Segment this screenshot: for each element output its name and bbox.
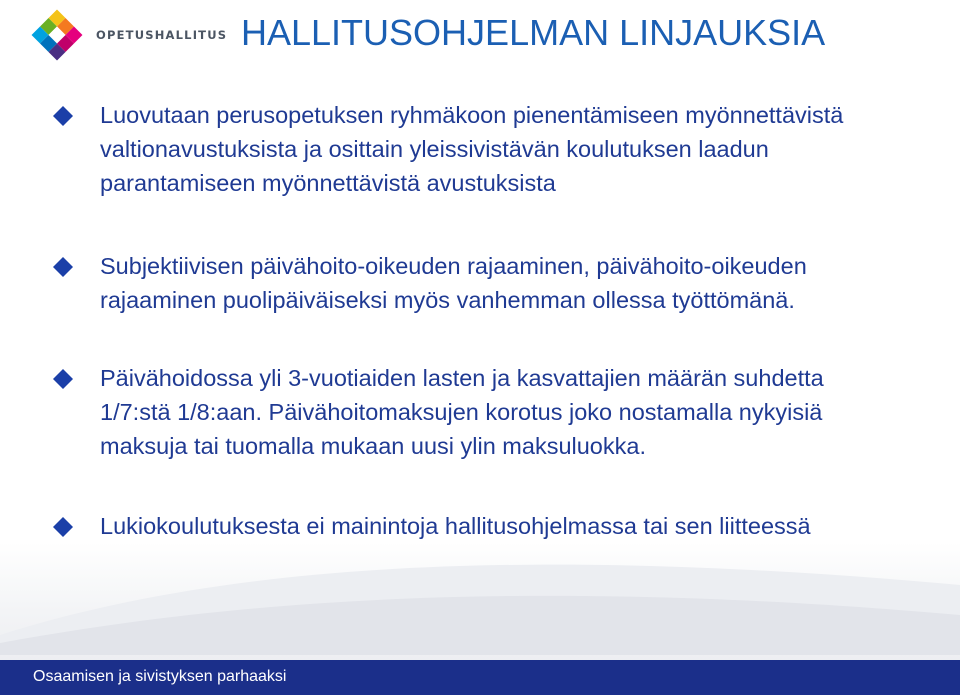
logo-text: OPETUSHALLITUS — [96, 28, 228, 42]
bullet-text: Luovutaan perusopetuksen ryhmäkoon pienentämiseen myönnettävistä valtionavustuksista ja osittain yleissivistävän koulutuksen laadun parantamiseen myönnettävistä avustuksista — [100, 102, 844, 196]
bullet-text: Subjektiivisen päivähoito-oikeuden rajaaminen, päivähoito-oikeuden rajaaminen puolipäiväiseksi myös vanhemman ollessa työttömänä. — [100, 253, 807, 313]
background-wave — [0, 525, 960, 655]
footer-slogan: Osaamisen ja sivistyksen parhaaksi — [33, 668, 287, 685]
slide-title: HALLITUSOHJELMAN LINJAUKSIA — [241, 12, 826, 53]
bullet-text: Lukiokoulutuksesta ei mainintoja hallitusohjelmassa tai sen liitteessä — [100, 513, 811, 539]
bullet-text: Päivähoidossa yli 3-vuotiaiden lasten ja kasvattajien määrän suhdetta 1/7:stä 1/8:aan. Päivähoitomaksujen korotus joko nostamalla nykyisiä maksuja tai tuomalla mukaan uusi ylin maksuluokka. — [100, 365, 824, 459]
footer-bar — [0, 660, 960, 695]
logo-diamond-icon — [30, 8, 84, 62]
diamond-bullet-icon — [52, 256, 74, 278]
diamond-bullet-icon — [52, 516, 74, 538]
diamond-bullet-icon — [52, 368, 74, 390]
diamond-bullet-icon — [52, 105, 74, 127]
opetushallitus-logo — [30, 8, 230, 62]
